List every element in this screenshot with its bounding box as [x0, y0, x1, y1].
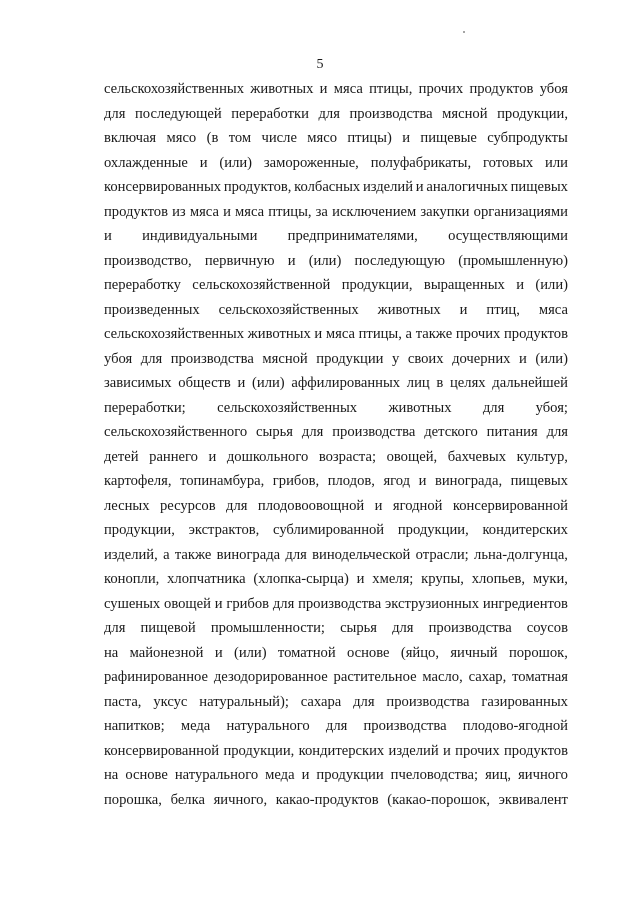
text-line: сельскохозяйственных животных и мяса птицы, а также прочих продуктов [104, 326, 568, 342]
text-line: произведенных сельскохозяйственных животных и птиц, мяса [104, 301, 568, 318]
text-line: консервированной продукции, кондитерских изделий и прочих продуктов [104, 742, 568, 759]
text-line: картофеля, топинамбура, грибов, плодов, ягод и винограда, пищевых [104, 473, 568, 489]
text-line: включая мясо (в том числе мясо птицы) и пищевые субпродукты [104, 130, 568, 146]
text-line: переработку сельскохозяйственной продукции, выращенных и (или) [104, 277, 568, 293]
body-text [104, 77, 568, 812]
text-line: зависимых обществ и (или) аффилированных лиц в целях дальнейшей [104, 375, 568, 391]
text-line: для пищевой промышленности; сырья для производства соусов [104, 620, 568, 636]
text-line: сельскохозяйственного сырья для производства детского питания для [104, 424, 568, 440]
text-line: напитков; меда натурального для производства плодово-ягодной [104, 718, 568, 734]
text-line: паста, уксус натуральный); сахара для производства газированных [104, 693, 568, 710]
text-line: сельскохозяйственных животных и мяса птицы, прочих продуктов убоя [104, 81, 568, 97]
text-line: лесных ресурсов для плодовоовощной и ягодной консервированной [104, 497, 568, 514]
text-line: для последующей переработки для производства мясной продукции, [104, 105, 568, 122]
text-line: на майонезной и (или) томатной основе (яйцо, яичный порошок, [104, 644, 568, 661]
text-line: переработки; сельскохозяйственных животных для убоя; [104, 399, 568, 416]
text-line: изделий, а также винограда для винодельческой отрасли; льна-долгунца, [104, 546, 568, 563]
text-line: сушеных овощей и грибов для производства экструзионных ингредиентов [104, 595, 568, 612]
text-line: консервированных продуктов, колбасных изделий и аналогичных пищевых [104, 179, 568, 195]
page-number: 5 [316, 57, 324, 72]
text-line: производство, первичную и (или) последующую (промышленную) [104, 252, 568, 269]
text-line: рафинированное дезодорированное растительное масло, сахар, томатная [104, 669, 568, 685]
text-line: детей раннего и дошкольного возраста; овощей, бахчевых культур, [104, 448, 568, 465]
text-line: убоя для производства мясной продукции у своих дочерних и (или) [104, 350, 568, 367]
text-line: конопли, хлопчатника (хлопка-сырца) и хмеля; крупы, хлопьев, муки, [104, 571, 568, 587]
text-line: продукции, экстрактов, сублимированной продукции, кондитерских [104, 522, 568, 538]
scan-speck [463, 31, 465, 33]
text-line: и индивидуальными предпринимателями, осуществляющими [104, 228, 568, 244]
text-line: на основе натурального меда и продукции пчеловодства; яиц, яичного [104, 767, 568, 783]
text-line: продуктов из мяса и мяса птицы, за исключением закупки организациями [104, 203, 568, 220]
text-line: порошка, белка яичного, какао-продуктов (какао-порошок, эквивалент [104, 791, 568, 808]
text-line: охлажденные и (или) замороженные, полуфабрикаты, готовых или [104, 154, 568, 171]
